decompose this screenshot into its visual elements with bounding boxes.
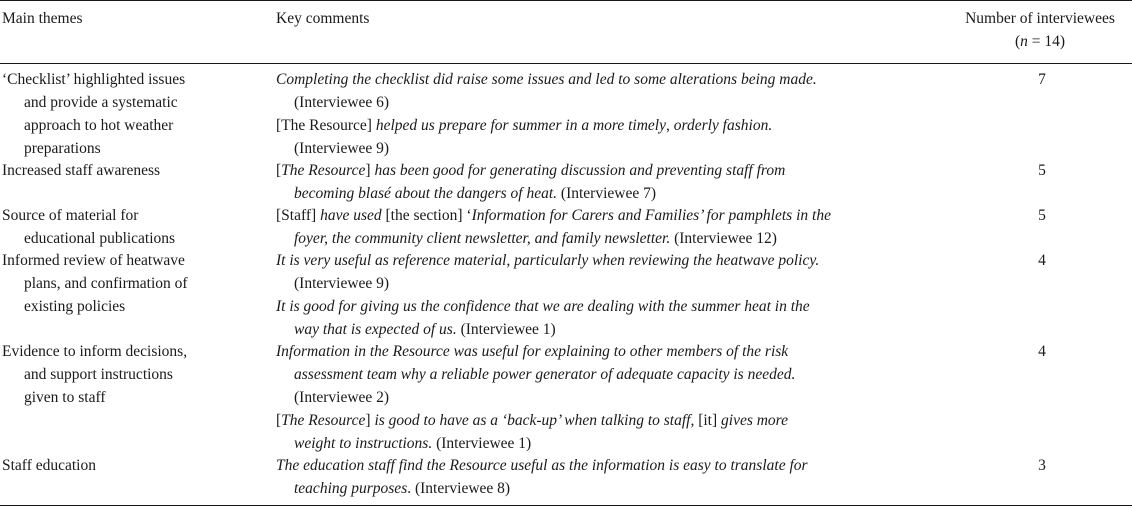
row-5-count: 4	[1038, 343, 1046, 360]
row-6-count: 3	[1038, 457, 1046, 474]
row-5-theme: Evidence to inform decisions, and support instructions given to staff	[2, 343, 188, 406]
row-4-theme: Informed review of heatwave plans, and confirmation of existing policies	[2, 252, 188, 315]
row-2-theme: Increased staff awareness	[2, 162, 161, 179]
row-4-count: 4	[1038, 252, 1046, 269]
quote: Completing the checklist did raise some issues and led to some alterations being made. (Interviewee 6)	[276, 71, 817, 111]
column-header-count	[950, 7, 1130, 53]
quote: It is good for giving us the confidence that we are dealing with the summer heat in the way that is expected of us. (Interviewee 1)	[276, 298, 810, 338]
column-header-themes: Main themes	[2, 10, 83, 27]
count-header-n: n	[1020, 33, 1028, 50]
count-header-line2: (n = 14)	[1014, 33, 1066, 50]
count-header-line1: Number of interviewees	[965, 10, 1115, 27]
row-2-comments	[276, 159, 912, 205]
row-1-count: 7	[1038, 71, 1046, 88]
row-1-comments	[276, 68, 912, 160]
table-header-rule	[0, 63, 1132, 64]
quote: [The Resource] helped us prepare for summer in a more timely, orderly fashion. (Interviewee 9)	[276, 117, 773, 157]
row-6-theme: Staff education	[2, 457, 96, 474]
quote: [The Resource] has been good for generating discussion and preventing staff from becoming blasé about the dangers of heat. (Interviewee 7)	[276, 162, 786, 202]
column-header-comments: Key comments	[276, 10, 370, 27]
quote: Information in the Resource was useful for explaining to other members of the risk assessment team why a reliable power generator of adequate capacity is needed. (Interviewee 2)	[276, 343, 796, 406]
row-3-comments	[276, 204, 912, 250]
row-5-comments	[276, 340, 912, 455]
table-top-rule	[0, 0, 1132, 1]
quote: It is very useful as reference material, particularly when reviewing the heatwave policy. (Interviewee 9)	[276, 252, 820, 292]
row-4-comments	[276, 249, 912, 341]
quote: The education staff find the Resource useful as the information is easy to translate for teaching purposes. (Interviewee 8)	[276, 457, 808, 497]
row-3-theme: Source of material for educational publications	[2, 207, 176, 247]
row-6-comments	[276, 454, 912, 500]
row-2-count: 5	[1038, 162, 1046, 179]
row-3-count: 5	[1038, 207, 1046, 224]
table-bottom-rule	[0, 505, 1132, 506]
quote: [Staff] have used [the section] ‘Information for Carers and Families’ for pamphlets in the foyer, the community client newsletter, and family newsletter. (Interviewee 12)	[276, 207, 831, 247]
quote: [The Resource] is good to have as a ‘back-up’ when talking to staff, [it] gives more weight to instructions. (Interviewee 1)	[276, 412, 789, 452]
row-1-theme: ‘Checklist’ highlighted issues and provide a systematic approach to hot weather preparations	[2, 71, 186, 157]
